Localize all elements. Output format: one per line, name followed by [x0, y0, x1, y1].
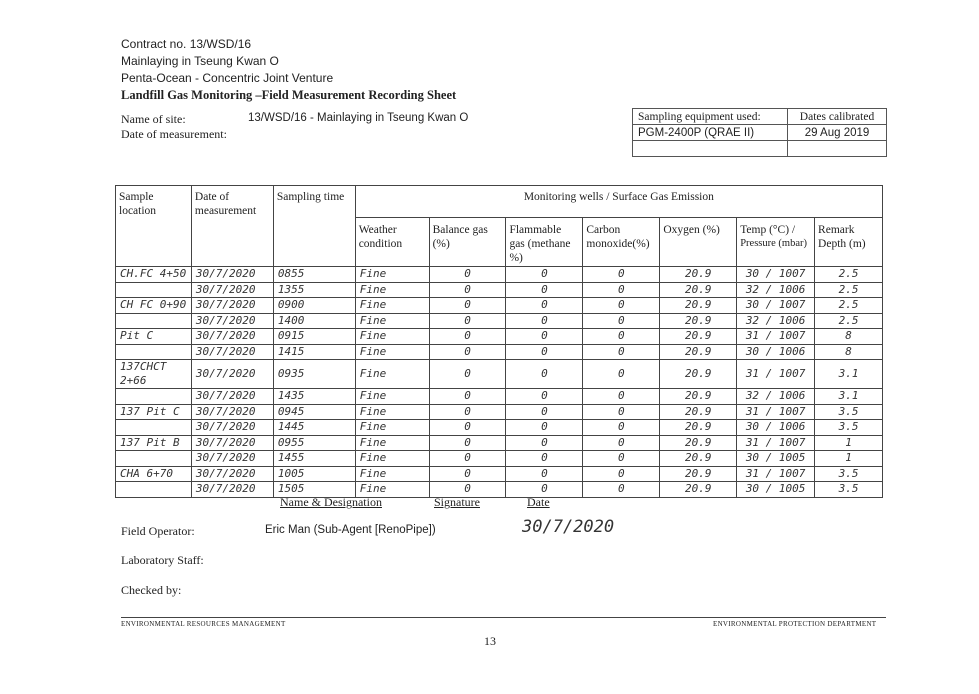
measurement-table: [115, 185, 883, 498]
time-cell: 1400: [273, 313, 355, 329]
table-row: [116, 298, 883, 314]
sample-location-cell: 137 Pit B: [116, 435, 192, 451]
flammable-cell: 0: [506, 389, 583, 405]
flammable-cell: 0: [506, 298, 583, 314]
oxygen-cell: 20.9: [660, 404, 737, 420]
sample-location-cell: CH FC 0+90: [116, 298, 192, 314]
field-operator-label: Field Operator:: [121, 524, 195, 538]
sample-location-cell: Pit C: [116, 329, 192, 345]
time-cell: 1355: [273, 282, 355, 298]
weather-cell: Fine: [355, 420, 429, 436]
weather-cell: Fine: [355, 313, 429, 329]
date-cell: 30/7/2020: [191, 466, 273, 482]
sample-location-cell: 137 Pit C: [116, 404, 192, 420]
flammable-cell: 0: [506, 360, 583, 389]
oxygen-cell: 20.9: [660, 451, 737, 467]
site-name-label: Name of site:: [121, 112, 186, 126]
time-cell: 0945: [273, 404, 355, 420]
table-row: [116, 389, 883, 405]
footer-left: ENVIRONMENTAL RESOURCES MANAGEMENT: [121, 620, 286, 628]
depth-cell: 1: [815, 435, 883, 451]
balance-cell: 0: [429, 389, 506, 405]
carbon-cell: 0: [583, 451, 660, 467]
table-row: [116, 360, 883, 389]
flammable-cell: 0: [506, 329, 583, 345]
weather-cell: Fine: [355, 389, 429, 405]
flammable-cell: 0: [506, 451, 583, 467]
col-remark-depth: [815, 218, 883, 267]
equipment-header-row: [633, 109, 887, 125]
header-row-1: [116, 186, 883, 218]
weather-cell: Fine: [355, 298, 429, 314]
sample-location-cell: [116, 482, 192, 498]
date-header: Date: [527, 495, 550, 509]
oxygen-cell: 20.9: [660, 298, 737, 314]
date-cell: 30/7/2020: [191, 282, 273, 298]
date-cell: 30/7/2020: [191, 482, 273, 498]
carbon-cell: 0: [583, 482, 660, 498]
date-cell: 30/7/2020: [191, 435, 273, 451]
table-row: [116, 282, 883, 298]
carbon-cell: 0: [583, 466, 660, 482]
col-temp-pressure: [737, 218, 815, 267]
col-balance-gas: Balance gas (%): [429, 218, 506, 267]
depth-cell: 8: [815, 329, 883, 345]
weather-cell: Fine: [355, 344, 429, 360]
time-cell: 0935: [273, 360, 355, 389]
sample-location-cell: [116, 282, 192, 298]
table-row: [116, 267, 883, 283]
time-cell: 0900: [273, 298, 355, 314]
temp-pressure-cell: 32 / 1006: [737, 282, 815, 298]
balance-cell: 0: [429, 344, 506, 360]
weather-cell: Fine: [355, 466, 429, 482]
oxygen-cell: 20.9: [660, 482, 737, 498]
equipment-row: [633, 141, 887, 157]
table-row: [116, 451, 883, 467]
flammable-cell: 0: [506, 282, 583, 298]
date-cell: 30/7/2020: [191, 313, 273, 329]
col-date: Date of measurement: [191, 186, 273, 267]
oxygen-cell: 20.9: [660, 313, 737, 329]
weather-cell: Fine: [355, 482, 429, 498]
checked-by-label: Checked by:: [121, 583, 182, 597]
weather-cell: Fine: [355, 329, 429, 345]
time-cell: 1445: [273, 420, 355, 436]
sample-location-cell: [116, 344, 192, 360]
time-cell: 1435: [273, 389, 355, 405]
time-cell: 0915: [273, 329, 355, 345]
balance-cell: 0: [429, 404, 506, 420]
col-group-monitoring: Monitoring wells / Surface Gas Emission: [355, 186, 882, 218]
depth-cell: 8: [815, 344, 883, 360]
time-cell: 0955: [273, 435, 355, 451]
time-cell: 1505: [273, 482, 355, 498]
document-header: [121, 36, 456, 104]
carbon-cell: 0: [583, 360, 660, 389]
sample-location-cell: [116, 420, 192, 436]
sample-location-cell: [116, 313, 192, 329]
depth-cell: 3.5: [815, 404, 883, 420]
depth-cell: 2.5: [815, 282, 883, 298]
balance-cell: 0: [429, 451, 506, 467]
depth-cell: 3.1: [815, 360, 883, 389]
table-row: [116, 435, 883, 451]
field-operator-date: 30/7/2020: [522, 517, 615, 537]
flammable-cell: 0: [506, 344, 583, 360]
balance-cell: 0: [429, 435, 506, 451]
signature-header: Signature: [434, 495, 480, 509]
flammable-cell: 0: [506, 420, 583, 436]
flammable-cell: 0: [506, 404, 583, 420]
equipment-header: Sampling equipment used:: [633, 109, 788, 125]
footer-right: ENVIRONMENTAL PROTECTION DEPARTMENT: [713, 620, 877, 628]
date-cell: 30/7/2020: [191, 389, 273, 405]
measurement-date-label: Date of measurement:: [121, 127, 227, 141]
col-weather: Weather condition: [355, 218, 429, 267]
flammable-cell: 0: [506, 313, 583, 329]
oxygen-cell: 20.9: [660, 329, 737, 345]
temp-pressure-cell: 30 / 1005: [737, 482, 815, 498]
date-cell: 30/7/2020: [191, 298, 273, 314]
carbon-cell: 0: [583, 329, 660, 345]
sample-location-cell: 137CHCT 2+66: [116, 360, 192, 389]
date-cell: 30/7/2020: [191, 267, 273, 283]
balance-cell: 0: [429, 313, 506, 329]
depth-cell: 3.5: [815, 466, 883, 482]
depth-cell: 3.5: [815, 420, 883, 436]
table-row: [116, 482, 883, 498]
date-cell: 30/7/2020: [191, 329, 273, 345]
depth-cell: 2.5: [815, 298, 883, 314]
weather-cell: Fine: [355, 435, 429, 451]
time-cell: 1415: [273, 344, 355, 360]
carbon-cell: 0: [583, 404, 660, 420]
temp-pressure-cell: 30 / 1005: [737, 451, 815, 467]
balance-cell: 0: [429, 466, 506, 482]
oxygen-cell: 20.9: [660, 466, 737, 482]
site-labels: [121, 112, 227, 142]
oxygen-cell: 20.9: [660, 267, 737, 283]
lab-staff-label: Laboratory Staff:: [121, 553, 204, 567]
depth-label: Depth (m): [818, 238, 866, 250]
sample-location-cell: CH.FC 4+50: [116, 267, 192, 283]
oxygen-cell: 20.9: [660, 282, 737, 298]
table-row: [116, 344, 883, 360]
temp-pressure-cell: 30 / 1006: [737, 344, 815, 360]
col-sampling-time: Sampling time: [273, 186, 355, 267]
table-row: [116, 313, 883, 329]
depth-cell: 2.5: [815, 313, 883, 329]
oxygen-cell: 20.9: [660, 420, 737, 436]
weather-cell: Fine: [355, 360, 429, 389]
contractor-name: Penta-Ocean - Concentric Joint Venture: [121, 71, 334, 85]
temp-pressure-cell: 30 / 1006: [737, 420, 815, 436]
project-name: Mainlaying in Tseung Kwan O: [121, 54, 279, 68]
oxygen-cell: 20.9: [660, 435, 737, 451]
oxygen-cell: 20.9: [660, 360, 737, 389]
date-cell: 30/7/2020: [191, 451, 273, 467]
equipment-name: PGM-2400P (QRAE II): [633, 125, 788, 141]
page-number: 13: [484, 634, 496, 648]
temp-pressure-cell: 32 / 1006: [737, 389, 815, 405]
equipment-row: [633, 125, 887, 141]
table-row: [116, 404, 883, 420]
temp-pressure-cell: 30 / 1007: [737, 267, 815, 283]
balance-cell: 0: [429, 420, 506, 436]
weather-cell: Fine: [355, 404, 429, 420]
carbon-cell: 0: [583, 344, 660, 360]
carbon-cell: 0: [583, 389, 660, 405]
flammable-cell: 0: [506, 435, 583, 451]
date-cell: 30/7/2020: [191, 344, 273, 360]
temp-label: Temp (°C) /: [740, 224, 796, 236]
pressure-label: Pressure (mbar): [740, 238, 807, 249]
date-cell: 30/7/2020: [191, 404, 273, 420]
calibration-header: Dates calibrated: [788, 109, 887, 125]
col-oxygen: Oxygen (%): [660, 218, 737, 267]
measurement-rows: [116, 267, 883, 498]
weather-cell: Fine: [355, 451, 429, 467]
field-operator-name: Eric Man (Sub-Agent [RenoPipe]): [265, 524, 436, 536]
carbon-cell: 0: [583, 267, 660, 283]
depth-cell: 1: [815, 451, 883, 467]
flammable-cell: 0: [506, 466, 583, 482]
depth-cell: 3.1: [815, 389, 883, 405]
calibration-date: 29 Aug 2019: [788, 125, 887, 141]
col-sample-location: Sample location: [116, 186, 192, 267]
depth-cell: 2.5: [815, 267, 883, 283]
equipment-table: [632, 108, 887, 157]
name-designation-header: Name & Designation: [280, 495, 382, 509]
date-cell: 30/7/2020: [191, 360, 273, 389]
balance-cell: 0: [429, 360, 506, 389]
temp-pressure-cell: 30 / 1007: [737, 298, 815, 314]
sample-location-cell: CHA 6+70: [116, 466, 192, 482]
sheet-title: Landfill Gas Monitoring –Field Measurement Recording Sheet: [121, 88, 457, 102]
temp-pressure-cell: 31 / 1007: [737, 435, 815, 451]
table-row: [116, 466, 883, 482]
carbon-cell: 0: [583, 420, 660, 436]
calibration-date: [788, 141, 887, 157]
carbon-cell: 0: [583, 298, 660, 314]
flammable-cell: 0: [506, 482, 583, 498]
temp-pressure-cell: 31 / 1007: [737, 404, 815, 420]
col-carbon-monoxide: Carbon monoxide(%): [583, 218, 660, 267]
temp-pressure-cell: 31 / 1007: [737, 360, 815, 389]
contract-number: Contract no. 13/WSD/16: [121, 37, 252, 51]
col-flammable-gas: Flammable gas (methane %): [506, 218, 583, 267]
table-row: [116, 420, 883, 436]
depth-cell: 3.5: [815, 482, 883, 498]
temp-pressure-cell: 31 / 1007: [737, 329, 815, 345]
sample-location-cell: [116, 389, 192, 405]
equipment-name: [633, 141, 788, 157]
balance-cell: 0: [429, 282, 506, 298]
temp-pressure-cell: 32 / 1006: [737, 313, 815, 329]
table-row: [116, 329, 883, 345]
balance-cell: 0: [429, 329, 506, 345]
weather-cell: Fine: [355, 267, 429, 283]
date-cell: 30/7/2020: [191, 420, 273, 436]
carbon-cell: 0: [583, 282, 660, 298]
weather-cell: Fine: [355, 282, 429, 298]
balance-cell: 0: [429, 482, 506, 498]
site-name-value: 13/WSD/16 - Mainlaying in Tseung Kwan O: [248, 112, 469, 124]
carbon-cell: 0: [583, 313, 660, 329]
flammable-cell: 0: [506, 267, 583, 283]
time-cell: 1455: [273, 451, 355, 467]
remark-label: Remark: [818, 224, 855, 236]
time-cell: 0855: [273, 267, 355, 283]
time-cell: 1005: [273, 466, 355, 482]
balance-cell: 0: [429, 267, 506, 283]
sample-location-cell: [116, 451, 192, 467]
carbon-cell: 0: [583, 435, 660, 451]
oxygen-cell: 20.9: [660, 389, 737, 405]
footer-divider: [121, 617, 886, 618]
temp-pressure-cell: 31 / 1007: [737, 466, 815, 482]
balance-cell: 0: [429, 298, 506, 314]
oxygen-cell: 20.9: [660, 344, 737, 360]
